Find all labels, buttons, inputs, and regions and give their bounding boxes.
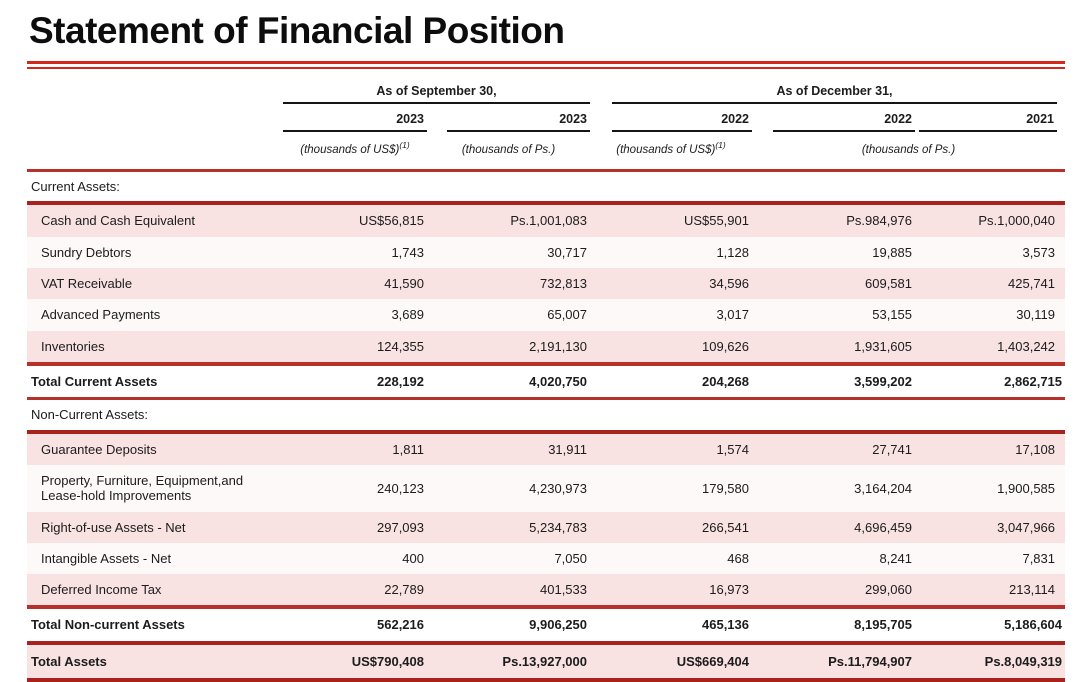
cell-value: 5,186,604 xyxy=(915,607,1065,642)
row-label: Advanced Payments xyxy=(27,299,283,330)
cell-value: 17,108 xyxy=(915,432,1065,465)
cell-value: 3,164,204 xyxy=(752,465,915,512)
unit-label: (thousands of Ps.) xyxy=(461,143,556,156)
table-row xyxy=(27,465,1065,512)
row-label: Property, Furniture, Equipment,and Lease-hold Improvements xyxy=(27,465,283,512)
cell-value: 4,020,750 xyxy=(427,364,590,399)
title-double-rule xyxy=(27,61,1065,69)
table-row xyxy=(27,299,1065,330)
table-row xyxy=(27,203,1065,236)
footnote-marker: (1) xyxy=(399,139,410,150)
table-row xyxy=(27,268,1065,299)
table-row xyxy=(27,543,1065,574)
year-header: 2021 xyxy=(919,104,1057,132)
cell-value: 8,195,705 xyxy=(752,607,915,642)
cell-value: 297,093 xyxy=(283,512,427,543)
cell-value: Ps.984,976 xyxy=(752,203,915,236)
cell-value: 1,811 xyxy=(283,432,427,465)
row-label: Inventories xyxy=(27,331,283,364)
year-header: 2022 xyxy=(773,104,915,132)
table-row xyxy=(27,432,1065,465)
cell-value: 213,114 xyxy=(915,574,1065,607)
cell-value: 53,155 xyxy=(752,299,915,330)
year-header: 2023 xyxy=(283,104,427,132)
cell-value: 228,192 xyxy=(283,364,427,399)
table-header xyxy=(27,82,1065,170)
cell-value: 30,119 xyxy=(915,299,1065,330)
cell-value: 299,060 xyxy=(752,574,915,607)
corner-spacer xyxy=(27,82,283,104)
cell-value: 562,216 xyxy=(283,607,427,642)
cell-value: 609,581 xyxy=(752,268,915,299)
cell-value: 3,689 xyxy=(283,299,427,330)
unit-header-row xyxy=(27,132,1065,171)
cell-value: US$55,901 xyxy=(590,203,752,236)
cell-value: 2,191,130 xyxy=(427,331,590,364)
total-row xyxy=(27,364,1065,399)
cell-value: 266,541 xyxy=(590,512,752,543)
total-row xyxy=(27,607,1065,642)
cell-value: 16,973 xyxy=(590,574,752,607)
row-label: Cash and Cash Equivalent xyxy=(27,203,283,236)
section-header: Current Assets: xyxy=(27,170,1065,203)
year-header: 2022 xyxy=(612,104,752,132)
cell-value: 3,017 xyxy=(590,299,752,330)
cell-value: 65,007 xyxy=(427,299,590,330)
group-header: As of December 31, xyxy=(612,82,1057,104)
cell-value: 7,050 xyxy=(427,543,590,574)
section-header-row xyxy=(27,399,1065,432)
cell-value: 401,533 xyxy=(427,574,590,607)
cell-value: 732,813 xyxy=(427,268,590,299)
group-header: As of September 30, xyxy=(283,82,590,104)
cell-value: 204,268 xyxy=(590,364,752,399)
cell-value: 465,136 xyxy=(590,607,752,642)
cell-value: Ps.1,000,040 xyxy=(915,203,1065,236)
cell-value: 1,931,605 xyxy=(752,331,915,364)
unit-label: (thousands of Ps.) xyxy=(861,143,956,156)
cell-value: 4,230,973 xyxy=(427,465,590,512)
cell-value: 109,626 xyxy=(590,331,752,364)
year-header: 2023 xyxy=(447,104,590,132)
total-label: Total Non-current Assets xyxy=(27,607,283,642)
cell-value: 4,696,459 xyxy=(752,512,915,543)
row-label: Deferred Income Tax xyxy=(27,574,283,607)
year-header-row xyxy=(27,104,1065,132)
cell-value: Ps.11,794,907 xyxy=(752,643,915,680)
cell-value: 1,900,585 xyxy=(915,465,1065,512)
corner-spacer xyxy=(27,132,283,171)
footnote-marker: (1) xyxy=(715,139,726,150)
cell-value: 8,241 xyxy=(752,543,915,574)
cell-value: 31,911 xyxy=(427,432,590,465)
cell-value: US$669,404 xyxy=(590,643,752,680)
page-title: Statement of Financial Position xyxy=(29,10,565,51)
financial-position-table xyxy=(27,82,1065,682)
cell-value: 2,862,715 xyxy=(915,364,1065,399)
cell-value: 1,403,242 xyxy=(915,331,1065,364)
cell-value: 124,355 xyxy=(283,331,427,364)
section-header-row xyxy=(27,170,1065,203)
row-label: VAT Receivable xyxy=(27,268,283,299)
cell-value: 468 xyxy=(590,543,752,574)
row-label: Right-of-use Assets - Net xyxy=(27,512,283,543)
cell-value: 3,047,966 xyxy=(915,512,1065,543)
cell-value: 30,717 xyxy=(427,237,590,268)
cell-value: Ps.1,001,083 xyxy=(427,203,590,236)
row-label: Intangible Assets - Net xyxy=(27,543,283,574)
cell-value: Ps.13,927,000 xyxy=(427,643,590,680)
cell-value: US$56,815 xyxy=(283,203,427,236)
cell-value: 5,234,783 xyxy=(427,512,590,543)
cell-value: 19,885 xyxy=(752,237,915,268)
total-assets-label: Total Assets xyxy=(27,643,283,680)
cell-value: 1,574 xyxy=(590,432,752,465)
cell-value: 7,831 xyxy=(915,543,1065,574)
unit-label: (thousands of US$)$^{(1)}$ xyxy=(300,139,410,156)
unit-label: (thousands of US$)$^{(1)}$ xyxy=(616,139,726,156)
table-body xyxy=(27,170,1065,680)
table-row xyxy=(27,237,1065,268)
cell-value: 22,789 xyxy=(283,574,427,607)
table-row xyxy=(27,574,1065,607)
cell-value: 1,743 xyxy=(283,237,427,268)
cell-value: 9,906,250 xyxy=(427,607,590,642)
table-row xyxy=(27,331,1065,364)
cell-value: 41,590 xyxy=(283,268,427,299)
cell-value: 240,123 xyxy=(283,465,427,512)
cell-value: 27,741 xyxy=(752,432,915,465)
cell-value: 3,599,202 xyxy=(752,364,915,399)
row-label: Guarantee Deposits xyxy=(27,432,283,465)
cell-value: 1,128 xyxy=(590,237,752,268)
cell-value: 34,596 xyxy=(590,268,752,299)
cell-value: Ps.8,049,319 xyxy=(915,643,1065,680)
total-label: Total Current Assets xyxy=(27,364,283,399)
row-label: Sundry Debtors xyxy=(27,237,283,268)
table-row xyxy=(27,512,1065,543)
corner-spacer xyxy=(27,104,283,132)
cell-value: 425,741 xyxy=(915,268,1065,299)
group-header-row xyxy=(27,82,1065,104)
cell-value: 179,580 xyxy=(590,465,752,512)
cell-value: 400 xyxy=(283,543,427,574)
cell-value: 3,573 xyxy=(915,237,1065,268)
total-assets-row xyxy=(27,643,1065,680)
section-header: Non-Current Assets: xyxy=(27,399,1065,432)
cell-value: US$790,408 xyxy=(283,643,427,680)
